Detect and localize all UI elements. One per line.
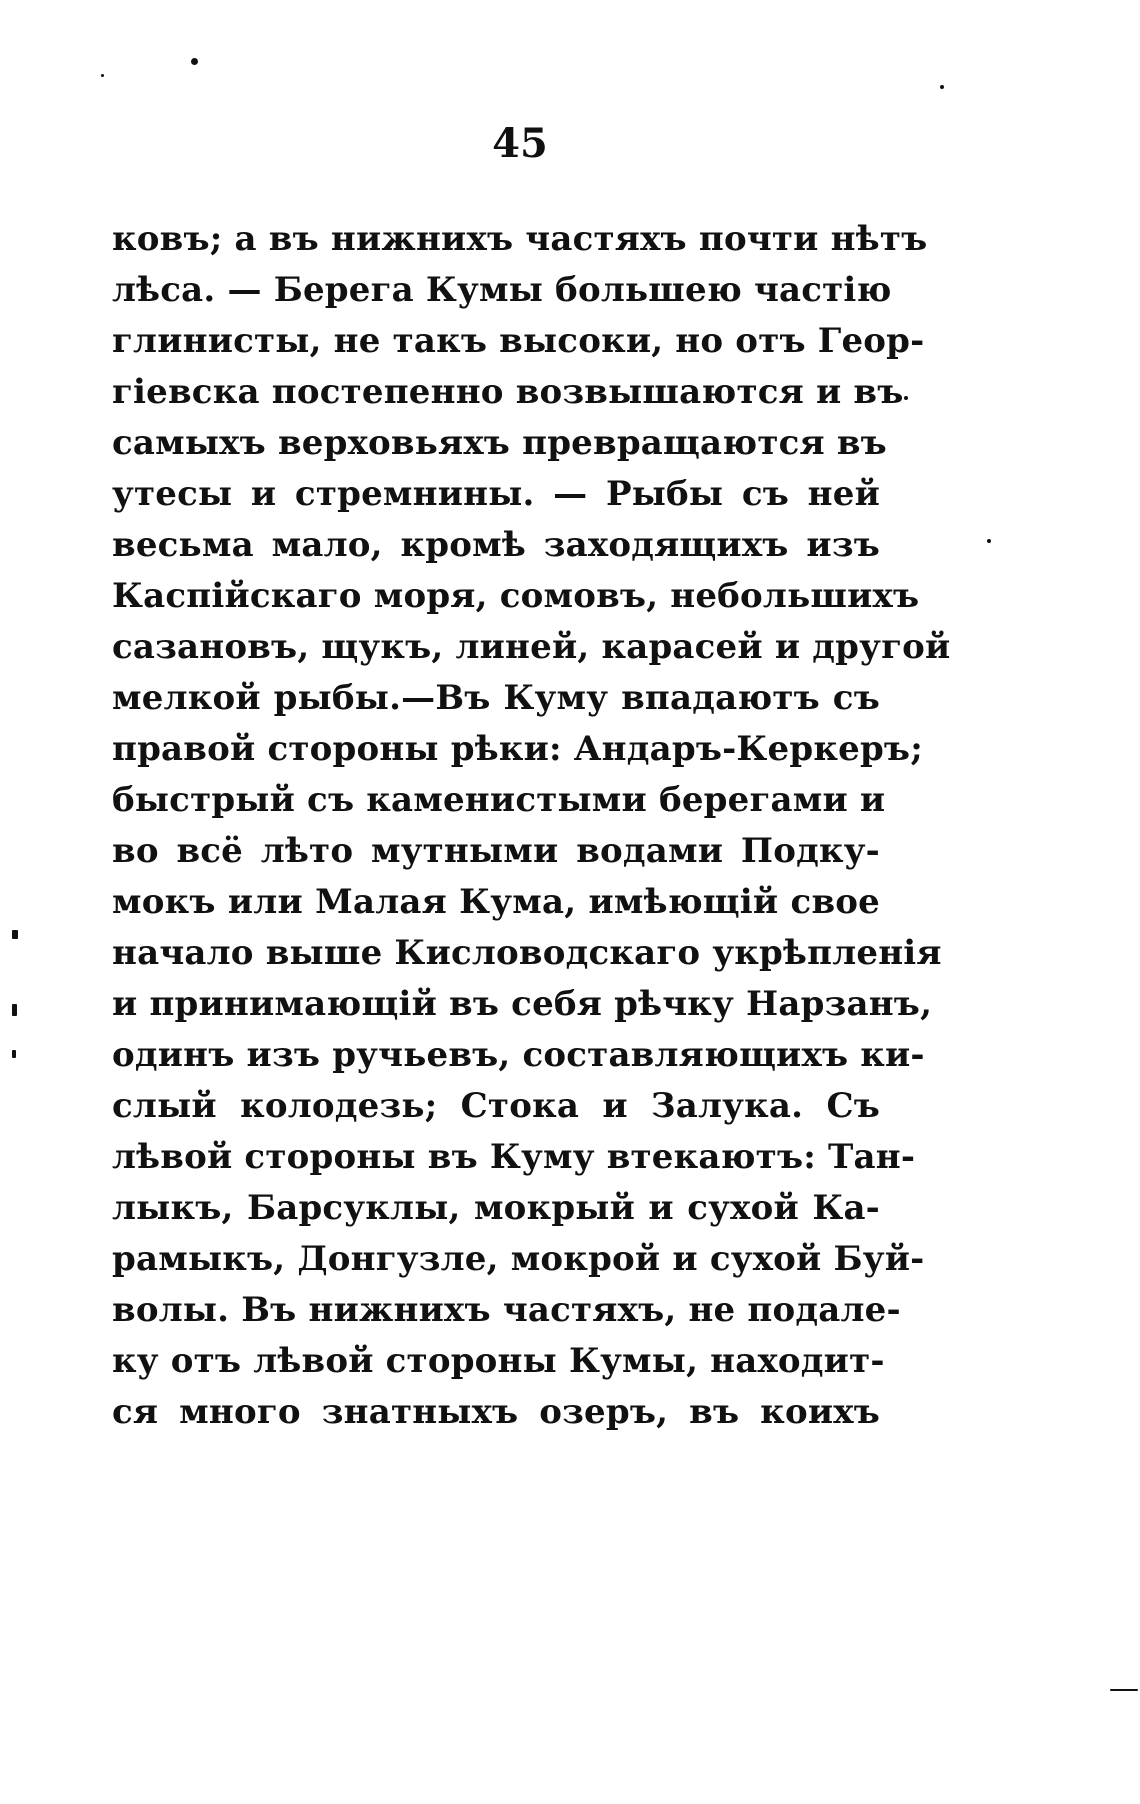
text-line: одинъ изъ ручьевъ, составляющихъ ки-	[112, 1035, 925, 1075]
scan-speck	[904, 396, 908, 400]
text-line: глинисты, не такъ высоки, но отъ Геор-	[112, 321, 925, 361]
text-line: весьма мало, кромѣ заходящихъ изъ	[112, 525, 880, 565]
text-line: слый колодезь; Стока и Залука. Съ	[112, 1086, 880, 1126]
text-line: самыхъ верховьяхъ превращаются въ	[112, 423, 887, 463]
body-text	[112, 214, 951, 1438]
scan-speck	[940, 85, 944, 89]
text-line: лыкъ, Барсуклы, мокрый и сухой Ка-	[112, 1188, 880, 1228]
scan-speck	[12, 1004, 17, 1016]
page-number: 45	[492, 120, 548, 167]
scan-speck	[191, 58, 198, 65]
scan-speck	[101, 74, 104, 77]
text-line: Каспійскаго моря, сомовъ, небольшихъ	[112, 576, 920, 616]
text-line: правой стороны рѣки: Андаръ-Керкеръ;	[112, 729, 923, 769]
text-line: и принимающій въ себя рѣчку Нарзанъ,	[112, 984, 933, 1024]
text-line: ковъ; а въ нижнихъ частяхъ почти нѣтъ	[112, 219, 928, 259]
text-line: сазановъ, щукъ, линей, карасей и другой	[112, 627, 951, 667]
scan-speck	[987, 539, 991, 543]
text-line: во всё лѣто мутными водами Подку-	[112, 831, 880, 871]
text-line: ку отъ лѣвой стороны Кумы, находит-	[112, 1341, 885, 1381]
text-line: лѣса. — Берега Кумы большею частію	[112, 270, 892, 310]
scan-speck	[12, 930, 18, 939]
text-line: мокъ или Малая Кума, имѣющій свое	[112, 882, 880, 922]
text-line: утесы и стремнины. — Рыбы съ ней	[112, 474, 880, 514]
scan-speck	[1110, 1689, 1138, 1691]
text-line: ся много знатныхъ озеръ, въ коихъ	[112, 1392, 880, 1432]
text-line: волы. Въ нижнихъ частяхъ, не подале-	[112, 1290, 901, 1330]
text-line: быстрый съ каменистыми берегами и	[112, 780, 886, 820]
text-line: мелкой рыбы.—Въ Куму впадаютъ съ	[112, 678, 880, 718]
text-line: лѣвой стороны въ Куму втекаютъ: Тан-	[112, 1137, 916, 1177]
text-line: гіевска постепенно возвышаются и въ	[112, 372, 904, 412]
text-line: начало выше Кисловодскаго укрѣпленія	[112, 933, 942, 973]
scan-speck	[12, 1050, 16, 1058]
text-line: рамыкъ, Донгузле, мокрой и сухой Буй-	[112, 1239, 925, 1279]
